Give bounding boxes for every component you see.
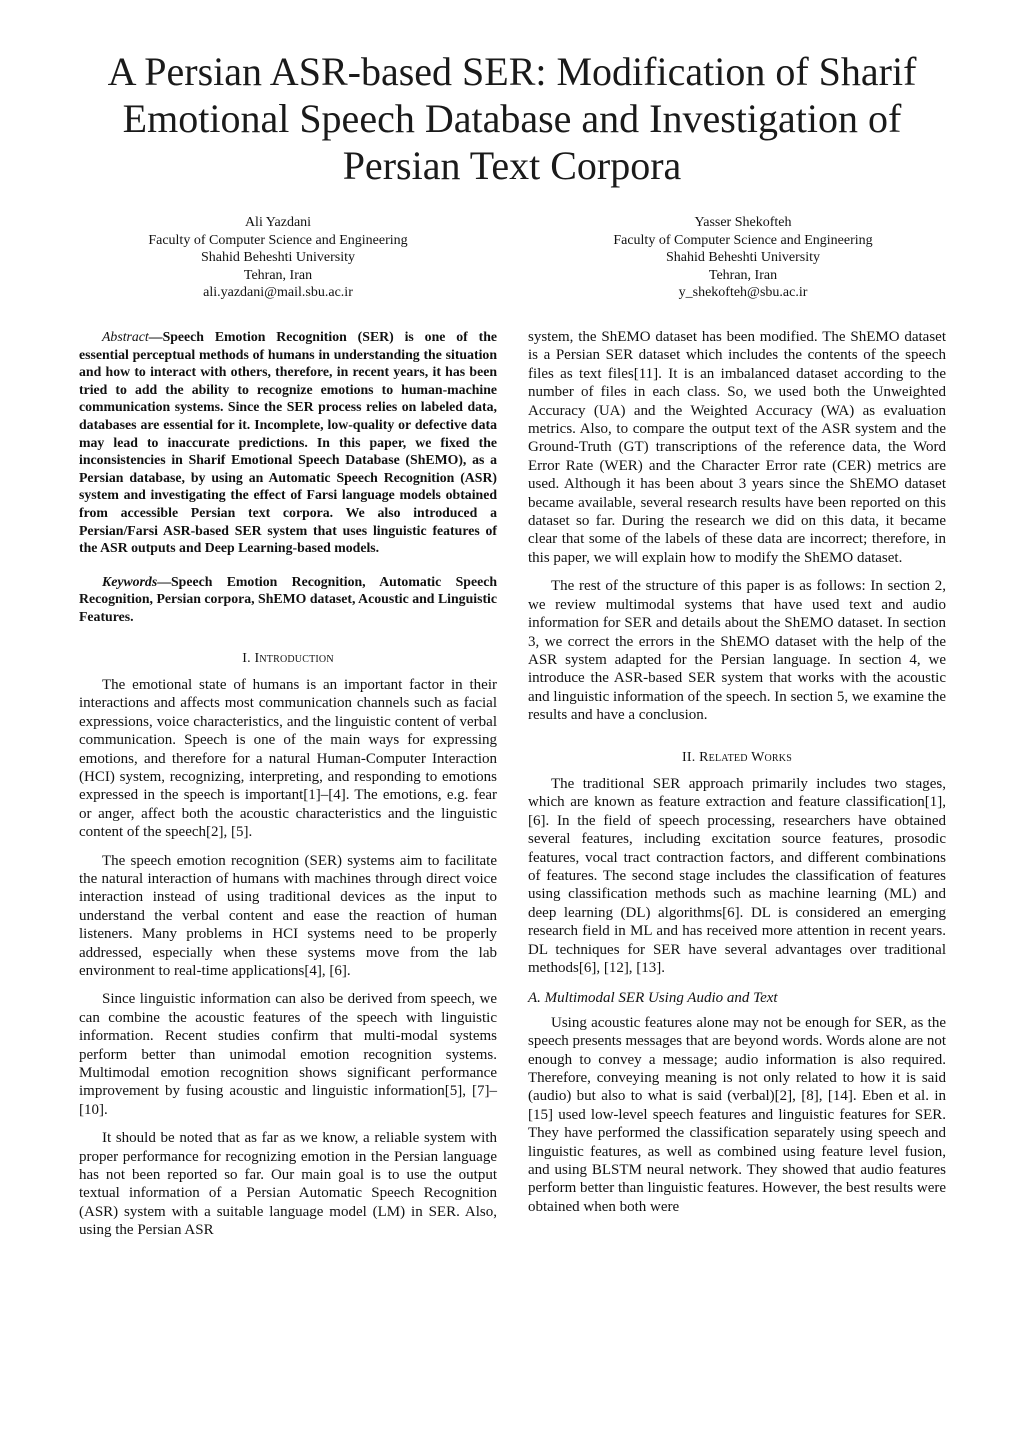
- paragraph: The emotional state of humans is an important factor in their interactions and affects most communication channels such as facial expressions, voice characteristics, and the linguistic content of verbal communication. Speech is one of the main ways for expressing emotions, and therefore for a natural Human-Computer Interaction (HCI) system, recognizing, interpreting, and responding to emotions expressed in the speech is important[1]–[4]. The emotions, e.g. fear or anger, affect both the acoustic characteristics and the linguistic content of the speech[2], [5].: [79, 676, 497, 841]
- paragraph: The traditional SER approach primarily includes two stages, which are known as feature extraction and feature classification[1], [6]. In the field of speech processing, researchers have obtained several features, including excitation source features, prosodic features, vocal tract contraction factors, and different combinations of features. The second stage includes the classification of features using classification methods such as machine learning (ML) and deep learning (DL) algorithms[6]. DL is considered an emerging research field in ML and has received more attention in recent years. DL techniques for SER have several advantages over traditional methods[6], [12], [13].: [528, 775, 946, 976]
- author-faculty: Faculty of Computer Science and Engineering: [613, 232, 873, 248]
- left-column: [79, 328, 497, 1240]
- paragraph: The rest of the structure of this paper is as follows: In section 2, we review multimodal systems that have used text and audio information for SER and details about the ShEMO dataset. In section 3, we correct the errors in the ShEMO dataset with the help of the ASR system adapted for the Persian language. In section 4, we introduce the ASR-based SER system that works with the acoustic and linguistic information of the speech. In section 5, we examine the results and have a conclusion.: [528, 578, 946, 724]
- author-university: Shahid Beheshti University: [201, 250, 355, 265]
- author-faculty: Faculty of Computer Science and Engineering: [148, 232, 408, 248]
- author-university: Shahid Beheshti University: [666, 250, 820, 265]
- author-block-1: [78, 214, 478, 302]
- keywords-text: —Speech Emotion Recognition, Automatic Speech Recognition, Persian corpora, ShEMO dataset, Acoustic and Linguistic Features.: [79, 573, 497, 624]
- paragraph: It should be noted that as far as we know, a reliable system with proper performance for recognizing emotion in the Persian language has not been reported so far. Our main goal is to use the output textual information of a Persian Automatic Speech Recognition (ASR) system with a suitable language model (LM) in SER. Also, using the Persian ASR: [79, 1130, 497, 1239]
- abstract-text: —Speech Emotion Recognition (SER) is one of the essential perceptual methods of humans in understanding the situation and how to interact with others, therefore, in recent years, it has been tried to add the ability to recognize emotions to human-machine communication systems. Since the SER process relies on labeled data, databases are essential for it. Incomplete, low-quality or defective data may lead to inaccurate predictions. In this paper, we fixed the inconsistencies in Sharif Emotional Speech Database (ShEMO), as a Persian database, by using an Automatic Speech Recognition (ASR) system and investigating the effect of Farsi language models obtained from accessible Persian text corpora. We also introduced a Persian/Farsi ASR-based SER system that uses linguistic features of the ASR outputs and Deep Learning-based models.: [79, 329, 497, 556]
- author-city: Tehran, Iran: [708, 267, 778, 283]
- author-block-2: [543, 214, 943, 302]
- section-heading-introduction: I. Introduction: [242, 650, 334, 666]
- paragraph: The speech emotion recognition (SER) systems aim to facilitate the natural interaction of humans with machines through direct voice interaction instead of using traditional devices as the input to understand the verbal content and ease the reaction of human listeners. Many problems in HCI systems need to be properly addressed, especially when these systems move from the lab environment to real-time applications[4], [6].: [79, 852, 497, 979]
- author-email: ali.yazdani@mail.sbu.ac.ir: [203, 285, 353, 300]
- author-city: Tehran, Iran: [243, 267, 313, 283]
- keywords-label: Keywords: [102, 573, 158, 589]
- paragraph: system, the ShEMO dataset has been modified. The ShEMO dataset is a Persian SER dataset which includes the contents of the speech files as text files[11]. It is an imbalanced dataset according to the number of files in each class. So, we used both the Unweighted Accuracy (UA) and the Weighted Accuracy (WA) as evaluation metrics. Also, to compare the output text of the ASR system and the Ground-Truth (GT) transcriptions of the reference data, the Word Error Rate (WER) and the Character Error rate (CER) metrics are used. Although it has been about 3 years since the ShEMO dataset became available, several research results have been reported on this dataset so far. During the research we did on this data, it became clear that some of the labels of these data are incorrect; therefore, in this paper, we will explain how to modify the ShEMO dataset.: [528, 329, 946, 566]
- paper-title: A Persian ASR-based SER: Modification of Sharif Emotional Speech Database and Investigation of Persian Text Corpora: [107, 49, 917, 188]
- author-name: Ali Yazdani: [244, 215, 312, 230]
- section-heading-related-works: II. Related Works: [682, 749, 792, 765]
- author-email: y_shekofteh@sbu.ac.ir: [678, 285, 808, 300]
- abstract-label: Abstract: [102, 329, 149, 344]
- subsection-heading-multimodal: A. Multimodal SER Using Audio and Text: [528, 990, 778, 1007]
- keywords: [79, 573, 497, 626]
- paragraph: Since linguistic information can also be derived from speech, we can combine the acoustic features of the speech with linguistic information. Recent studies confirm that multi-modal systems perform better than unimodal emotion recognition systems. Multimodal emotion recognition shows significant performance improvement by fusing acoustic and linguistic information[5], [7]–[10].: [79, 991, 497, 1118]
- right-column: [528, 328, 946, 1216]
- abstract: [79, 328, 497, 557]
- paragraph: Using acoustic features alone may not be enough for SER, as the speech presents messages that are beyond words. Words alone are not enough to convey a message; audio information is also required. Therefore, conveying meaning is not only related to how it is said (audio) but also to what is said (verbal)[2], [8], [14]. Eben et al. in [15] used low-level speech features and linguistic features for SER. They have performed the classification separately using speech and linguistic features, as well as combined using feature level fusion, and using BLSTM neural network. They showed that audio features perform better than linguistic features. However, the best results were obtained when both were: [528, 1014, 947, 1215]
- author-name: Yasser Shekofteh: [694, 215, 792, 230]
